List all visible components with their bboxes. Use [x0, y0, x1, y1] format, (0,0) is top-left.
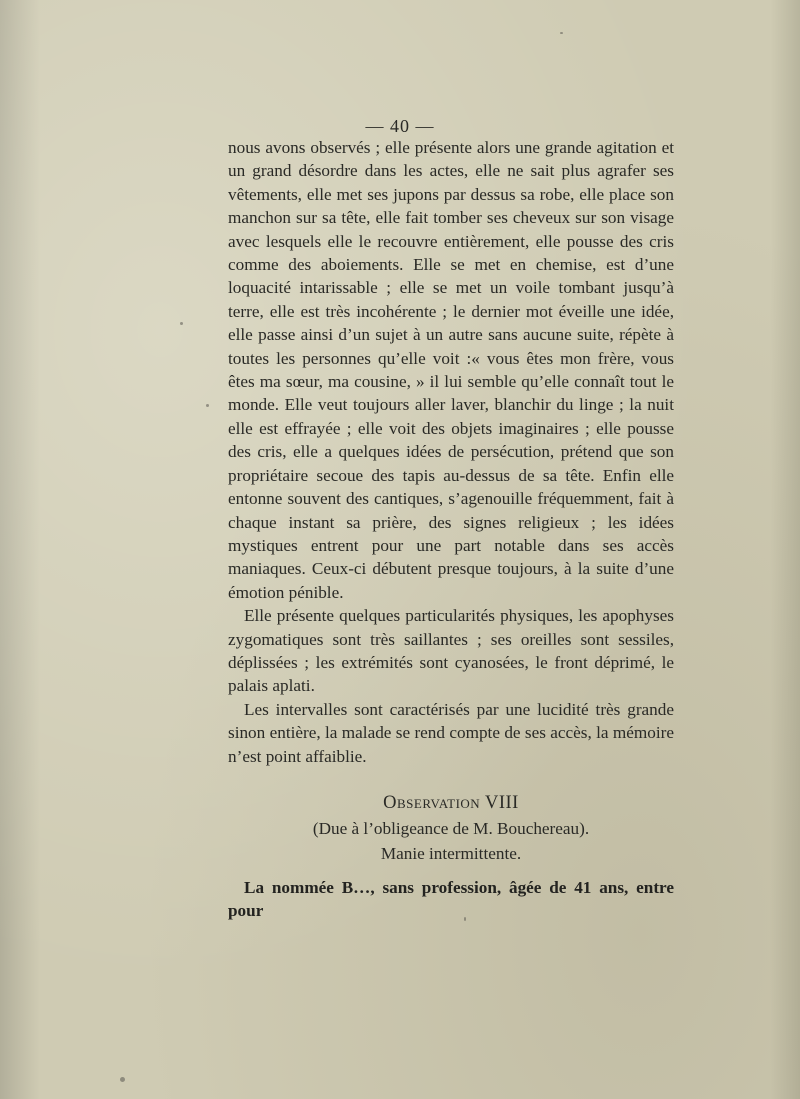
paper-speck [180, 322, 183, 325]
paragraph-2: Elle présente quelques particularités physiques, les apophyses zygomatiques sont très saillantes ; ses oreilles sont sessiles, déplissées ; les extrémités sont cyanosées, le front déprimé, le palais aplati. [228, 606, 674, 696]
body-text [228, 136, 674, 923]
observation-heading: Observation VIII [383, 792, 519, 813]
paragraph-3: Les intervalles sont caractérisés par une lucidité très grande sinon entière, la malade se rend compte de ses accès, la mémoire n’est point affaiblie. [228, 699, 674, 766]
observation-diagnosis: Manie intermittente. [380, 843, 522, 863]
paper-speck [120, 1077, 125, 1082]
observation-credit: (Due à l’obligeance de M. Bouchereau). [312, 818, 590, 838]
paper-speck [560, 32, 563, 34]
paper-speck [206, 404, 209, 407]
paragraph-1: nous avons observés ; elle présente alors une grande agitation et un grand désordre dans les actes, elle ne sait plus agrafer ses vêtements, elle met ses jupons par dessus sa robe, elle place son manchon sur sa tête, elle fait tomber ses cheveux sur son visage avec lesquels elle le recouvre entièrement, elle pousse des cris comme des aboiements. Elle se met en chemise, est d’une loquacité intarissable ; elle se met un voile tombant jusqu’à terre, elle est très incohérente ; le dernier mot éveille une idée, elle passe ainsi d’un sujet à un autre sans aucune suite, répète à toutes les personnes qu’elle voit :« vous êtes mon frère, vous êtes ma sœur, ma cousine, » il lui semble qu’elle connaît tout le monde. Elle veut toujours aller laver, blanchir du linge ; la nuit elle est effrayée ; elle voit des objets imaginaires ; elle pousse des cris, elle a quelques idées de persécution, prétend que son propriétaire secoue des tapis au-dessus de sa tête. Enfin elle entonne souvent des cantiques, s’agenouille fréquemment, fait à chaque instant sa prière, des signes religieux ; les idées mystiques entrent pour une part notable dans ses accès maniaques. Ceux-ci débutent presque toujours, à la suite d’une émotion pénible. [228, 138, 674, 602]
paper-speck [464, 917, 466, 921]
paragraph-final: La nommée B…, sans profession, âgée de 41 ans, entre pour [228, 877, 674, 921]
page-number: — 40 — [365, 116, 435, 136]
